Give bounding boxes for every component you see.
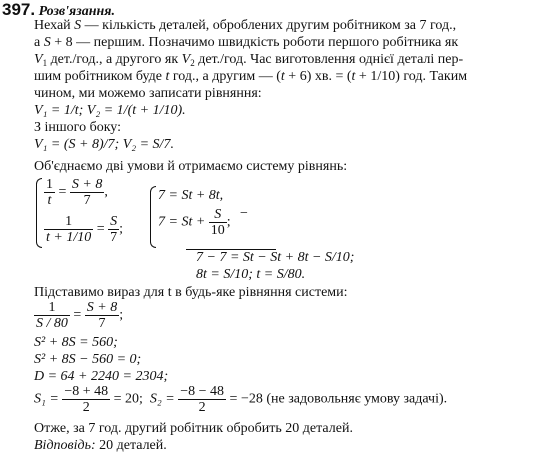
intro-line-4: шим робітником буде t год., а другим — (t + 6) хв. = (t + 1/10) год. Таким [34,69,468,84]
intro-line-1: Нехай S — кількість деталей, оброблених другим робітником за 7 год., [34,18,457,33]
solution-heading: Розв'язання. [38,4,115,19]
answer-value: 20 деталей. [95,438,167,453]
combine-text: Об'єднаємо дві умови й отримаємо систему рівнянь: [34,159,348,174]
roots-line: S₁ = $\frac{-8 + 48}{2}$ = 20; S₂ = $\frac{-8 - 48}{2}$ = −28 (не задовольняє умову задачі). [34,384,448,415]
intro-line-2: а S + 8 — першим. Позначимо швидкість роботи першого робітника як [34,35,459,50]
system-right-eq2: 7 = St + $\frac{S}{10}$ ; [158,207,231,238]
substituted-equation: $\frac{1}{S / 80}$ = $\frac{S + 8}{7}$ ; [36,300,124,331]
substitute-text: Підставимо вираз для t в будь-яке рівняння системи: [34,285,348,300]
system-right-eq1: 7 = St + 8t, [158,188,224,203]
subtraction-result: 7 − 7 = St − St + 8t − S/10; [196,250,355,265]
t-expression: 8t = S/10; t = S/80. [196,267,306,282]
equation-velocities-count: V₁ = (S + 8)/7; V₂ = S/7. [34,137,174,152]
subtraction-sign: − [240,206,248,221]
step-2: S² + 8S − 560 = 0; [34,352,142,367]
step-discriminant: D = 64 + 2240 = 2304; [34,369,169,384]
system-left-eq1: $\frac{1}{t}$ = $\frac{S + 8}{7}$ , [46,177,108,208]
problem-number: 397. [2,0,36,19]
answer-line [34,438,167,454]
answer-label: Відповідь: [34,438,96,453]
conclusion: Отже, за 7 год. другий робітник обробить 20 деталей. [34,421,353,436]
equation-velocities-time: V₁ = 1/t; V₂ = 1/(t + 1/10). [34,103,186,118]
system-left-eq2: $\frac{1}{t + 1/10}$ = $\frac{S}{7}$ ; [46,214,124,245]
right-system-brace [150,186,156,248]
other-side-text: З іншого боку: [34,120,122,135]
intro-line-3: $V_1$ дет./год., а другого як $V_2$ дет./год. Час виготовлення однієї деталі пер- [34,52,464,68]
left-system-brace [36,178,42,248]
step-1: S² + 8S = 560; [34,335,118,350]
intro-line-5: чином, ми можемо записати рівняння: [34,86,262,101]
